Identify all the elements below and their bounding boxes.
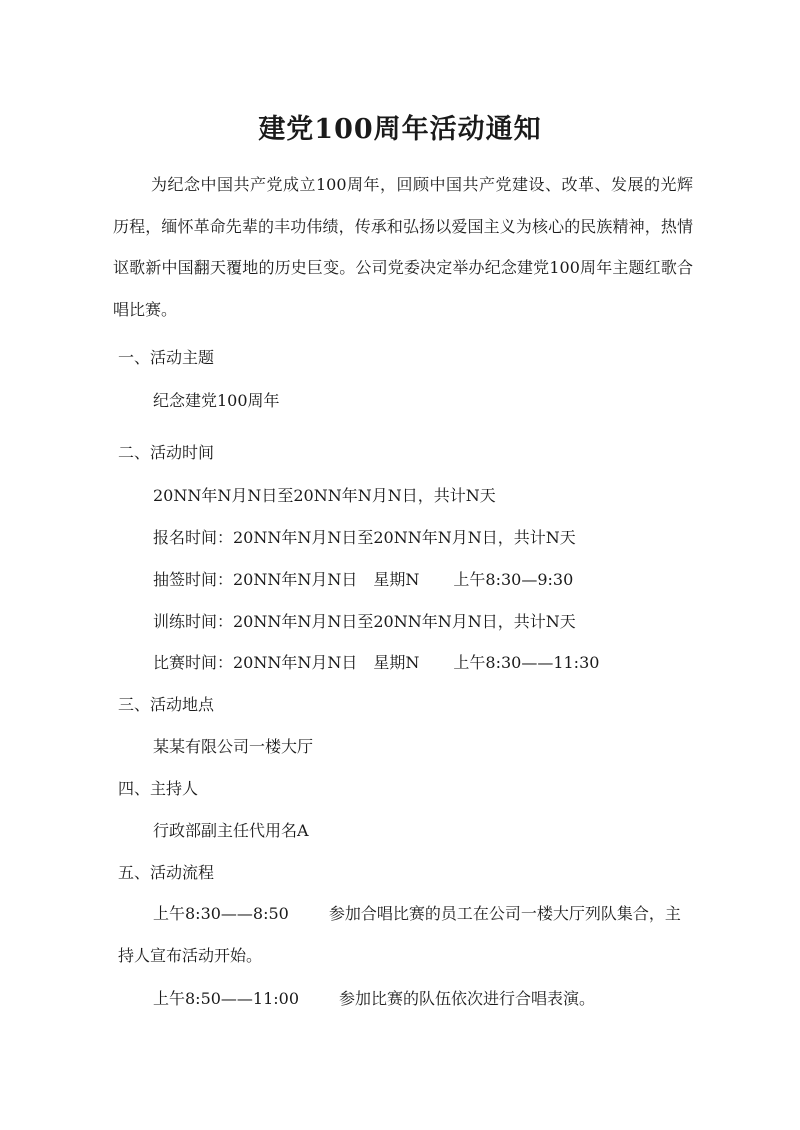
section-heading-venue: 三、活动地点 [118,695,215,714]
process-step-1-text: 参加合唱比赛的员工在公司一楼大厅列队集合，主持人宣布活动开始。 [118,904,681,965]
section-heading-time: 二、活动时间 [118,443,215,462]
time-training: 训练时间：20NN年N月N日至20NN年N月N日，共计N天 [153,612,576,631]
draw-time: 上午8:30—9:30 [453,570,574,589]
venue-content: 某某有限公司一楼大厅 [153,737,314,756]
process-step-2-time: 上午8:50——11:00 [153,989,300,1008]
process-step-2 [153,987,595,1011]
intro-paragraph: 为纪念中国共产党成立100周年，回顾中国共产党建设、改革、发展的光辉历程，缅怀革命先辈的丰功伟绩，传承和弘扬以爱国主义为核心的民族精神，热情讴歌新中国翻天覆地的历史巨变。公司党委决定举办纪念建党100周年主题红歌合唱比赛。 [113,175,693,319]
draw-date: 抽签时间：20NN年N月N日 [153,570,358,589]
section-heading-theme: 一、活动主题 [118,348,215,367]
contest-weekday: 星期N [373,653,420,672]
time-registration: 报名时间：20NN年N月N日至20NN年N月N日，共计N天 [153,528,576,547]
time-contest [153,651,599,675]
draw-weekday: 星期N [373,570,420,589]
process-step-1 [118,893,684,976]
time-overall: 20NN年N月N日至20NN年N月N日，共计N天 [153,486,496,505]
theme-content: 纪念建党100周年 [153,391,280,410]
process-step-2-text: 参加比赛的队伍依次进行合唱表演。 [339,989,596,1008]
contest-time: 上午8:30——11:30 [453,653,600,672]
page-title: 建党100周年活动通知 [258,114,542,145]
section-heading-process: 五、活动流程 [118,863,215,882]
contest-date: 比赛时间：20NN年N月N日 [153,653,358,672]
section-heading-host: 四、主持人 [118,779,199,798]
time-draw [153,568,573,592]
host-content: 行政部副主任代用名A [153,821,309,840]
process-step-1-time: 上午8:30——8:50 [153,904,289,923]
